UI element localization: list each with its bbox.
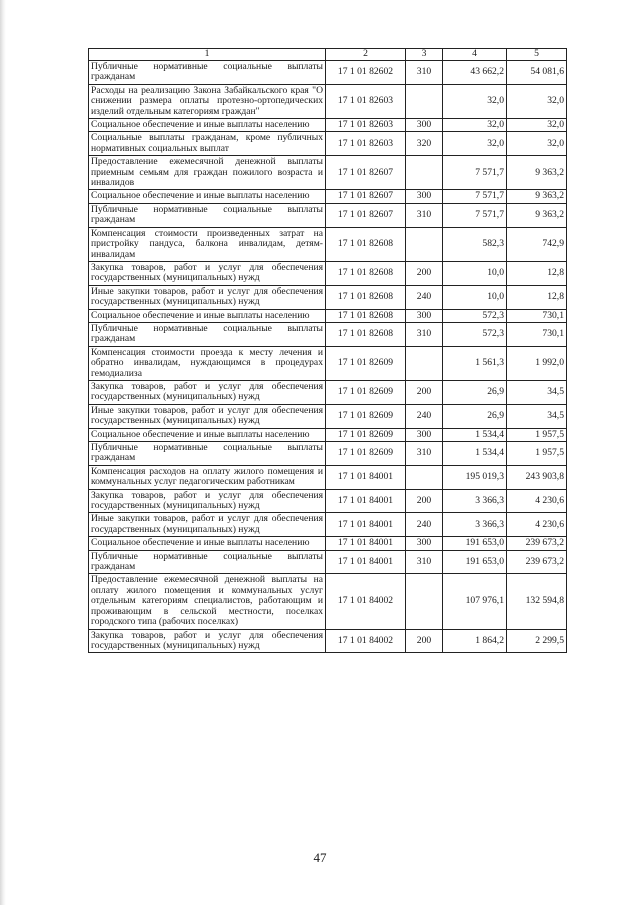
row-value-col-4: 32,0	[443, 132, 507, 156]
row-value-col-5: 730,1	[507, 322, 567, 346]
row-code: 17 1 01 82608	[326, 261, 406, 285]
row-name: Предоставление ежемесячной денежной выплаты приемным семьям для граждан пожилого возраста и инвалидов	[89, 156, 326, 190]
header-col-2: 2	[326, 49, 406, 61]
table-row	[89, 537, 567, 550]
row-value-col-5: 12,8	[507, 285, 567, 309]
row-value-col-4: 1 534,4	[443, 442, 507, 466]
row-code: 17 1 01 82608	[326, 285, 406, 309]
table-row	[89, 285, 567, 309]
row-vr: 300	[406, 428, 443, 441]
page-edge-shadow	[0, 0, 6, 905]
row-code: 17 1 01 82609	[326, 442, 406, 466]
row-code: 17 1 01 84001	[326, 513, 406, 537]
table-body	[89, 61, 567, 653]
row-value-col-5: 730,1	[507, 309, 567, 322]
row-value-col-5: 2 299,5	[507, 629, 567, 653]
row-code: 17 1 01 82608	[326, 309, 406, 322]
row-value-col-4: 572,3	[443, 309, 507, 322]
page-number: 47	[313, 850, 327, 865]
row-value-col-5: 34,5	[507, 380, 567, 404]
row-name: Иные закупки товаров, работ и услуг для обеспечения государственных (муниципальных) нужд	[89, 285, 326, 309]
row-vr: 300	[406, 190, 443, 203]
row-value-col-5: 1 957,5	[507, 442, 567, 466]
row-vr: 240	[406, 285, 443, 309]
table-row	[89, 428, 567, 441]
table-row	[89, 190, 567, 203]
row-value-col-5: 9 363,2	[507, 156, 567, 190]
row-name: Компенсация стоимости проезда к месту лечения и обратно инвалидам, нуждающимся в процедурах гемодиализа	[89, 346, 326, 380]
table-row	[89, 629, 567, 653]
row-name: Публичные нормативные социальные выплаты гражданам	[89, 322, 326, 346]
table-row	[89, 156, 567, 190]
table-row	[89, 380, 567, 404]
row-name: Социальное обеспечение и иные выплаты населению	[89, 537, 326, 550]
row-value-col-5: 239 673,2	[507, 537, 567, 550]
row-value-col-5: 239 673,2	[507, 550, 567, 574]
row-vr: 200	[406, 380, 443, 404]
row-code: 17 1 01 82609	[326, 346, 406, 380]
row-value-col-4: 26,9	[443, 380, 507, 404]
table-row	[89, 489, 567, 513]
row-vr	[406, 465, 443, 489]
row-name: Расходы на реализацию Закона Забайкальского края "О снижении размера оплаты протезно-ортопедических изделий отдельным категориям граждан"	[89, 84, 326, 118]
row-value-col-4: 1 864,2	[443, 629, 507, 653]
row-value-col-4: 26,9	[443, 404, 507, 428]
row-code: 17 1 01 82608	[326, 322, 406, 346]
row-vr	[406, 84, 443, 118]
row-code: 17 1 01 84002	[326, 629, 406, 653]
row-value-col-5: 34,5	[507, 404, 567, 428]
budget-table	[88, 48, 567, 653]
row-value-col-4: 10,0	[443, 285, 507, 309]
row-value-col-5: 9 363,2	[507, 203, 567, 227]
row-value-col-4: 582,3	[443, 227, 507, 261]
row-code: 17 1 01 82609	[326, 404, 406, 428]
row-name: Закупка товаров, работ и услуг для обеспечения государственных (муниципальных) нужд	[89, 380, 326, 404]
row-value-col-4: 191 653,0	[443, 537, 507, 550]
row-value-col-4: 572,3	[443, 322, 507, 346]
table-row	[89, 119, 567, 132]
row-vr: 200	[406, 489, 443, 513]
row-code: 17 1 01 84001	[326, 465, 406, 489]
budget-table-container	[88, 48, 566, 653]
row-name: Социальное обеспечение и иные выплаты населению	[89, 428, 326, 441]
row-value-col-5: 32,0	[507, 119, 567, 132]
row-code: 17 1 01 82607	[326, 203, 406, 227]
row-value-col-4: 1 534,4	[443, 428, 507, 441]
row-value-col-4: 7 571,7	[443, 190, 507, 203]
row-value-col-4: 43 662,2	[443, 61, 507, 85]
row-vr	[406, 227, 443, 261]
header-col-5: 5	[507, 49, 567, 61]
table-row	[89, 309, 567, 322]
row-code: 17 1 01 84001	[326, 489, 406, 513]
row-code: 17 1 01 82609	[326, 380, 406, 404]
table-row	[89, 84, 567, 118]
row-value-col-5: 243 903,8	[507, 465, 567, 489]
table-row	[89, 132, 567, 156]
table-row	[89, 227, 567, 261]
row-value-col-5: 742,9	[507, 227, 567, 261]
table-row	[89, 322, 567, 346]
row-vr: 300	[406, 309, 443, 322]
table-row	[89, 442, 567, 466]
row-name: Закупка товаров, работ и услуг для обеспечения государственных (муниципальных) нужд	[89, 489, 326, 513]
row-value-col-5: 32,0	[507, 84, 567, 118]
row-value-col-5: 32,0	[507, 132, 567, 156]
row-value-col-4: 195 019,3	[443, 465, 507, 489]
row-name: Публичные нормативные социальные выплаты гражданам	[89, 550, 326, 574]
row-value-col-4: 32,0	[443, 119, 507, 132]
row-vr: 240	[406, 404, 443, 428]
row-vr: 200	[406, 261, 443, 285]
row-name: Публичные нормативные социальные выплаты гражданам	[89, 61, 326, 85]
row-vr	[406, 574, 443, 629]
row-value-col-4: 191 653,0	[443, 550, 507, 574]
row-name: Иные закупки товаров, работ и услуг для обеспечения государственных (муниципальных) нужд	[89, 404, 326, 428]
row-name: Компенсация стоимости произведенных затрат на пристройку пандуса, балкона инвалидам, детям-инвалидам	[89, 227, 326, 261]
row-name: Иные закупки товаров, работ и услуг для обеспечения государственных (муниципальных) нужд	[89, 513, 326, 537]
row-code: 17 1 01 82609	[326, 428, 406, 441]
row-vr: 310	[406, 550, 443, 574]
row-code: 17 1 01 82607	[326, 190, 406, 203]
row-value-col-5: 132 594,8	[507, 574, 567, 629]
row-value-col-4: 10,0	[443, 261, 507, 285]
row-value-col-5: 54 081,6	[507, 61, 567, 85]
row-vr: 300	[406, 119, 443, 132]
row-name: Социальное обеспечение и иные выплаты населению	[89, 190, 326, 203]
table-row	[89, 404, 567, 428]
header-col-4: 4	[443, 49, 507, 61]
row-value-col-4: 7 571,7	[443, 156, 507, 190]
row-code: 17 1 01 82603	[326, 132, 406, 156]
row-value-col-5: 4 230,6	[507, 513, 567, 537]
row-value-col-5: 1 992,0	[507, 346, 567, 380]
row-name: Закупка товаров, работ и услуг для обеспечения государственных (муниципальных) нужд	[89, 261, 326, 285]
table-row	[89, 346, 567, 380]
row-vr: 310	[406, 442, 443, 466]
table-row	[89, 550, 567, 574]
row-vr: 310	[406, 61, 443, 85]
row-code: 17 1 01 82607	[326, 156, 406, 190]
table-row	[89, 261, 567, 285]
row-code: 17 1 01 82603	[326, 84, 406, 118]
row-code: 17 1 01 84001	[326, 550, 406, 574]
header-col-1: 1	[89, 49, 326, 61]
row-value-col-4: 32,0	[443, 84, 507, 118]
row-vr	[406, 346, 443, 380]
row-value-col-4: 107 976,1	[443, 574, 507, 629]
table-row	[89, 203, 567, 227]
row-code: 17 1 01 84001	[326, 537, 406, 550]
table-row	[89, 513, 567, 537]
row-name: Компенсация расходов на оплату жилого помещения и коммунальных услуг педагогическим работникам	[89, 465, 326, 489]
row-vr: 320	[406, 132, 443, 156]
row-name: Публичные нормативные социальные выплаты гражданам	[89, 442, 326, 466]
row-vr: 300	[406, 537, 443, 550]
row-value-col-5: 4 230,6	[507, 489, 567, 513]
table-row	[89, 61, 567, 85]
row-value-col-5: 1 957,5	[507, 428, 567, 441]
table-row	[89, 465, 567, 489]
row-name: Социальное обеспечение и иные выплаты населению	[89, 309, 326, 322]
row-name: Социальное обеспечение и иные выплаты населению	[89, 119, 326, 132]
row-value-col-5: 9 363,2	[507, 190, 567, 203]
row-code: 17 1 01 82602	[326, 61, 406, 85]
row-vr: 200	[406, 629, 443, 653]
table-row	[89, 574, 567, 629]
row-name: Предоставление ежемесячной денежной выплаты на оплату жилого помещения и коммунальных услуг отдельным категориям специалистов, работающим и проживающим в сельской местности, поселках городского типа (рабочих поселках)	[89, 574, 326, 629]
row-value-col-5: 12,8	[507, 261, 567, 285]
table-header-row	[89, 49, 567, 61]
row-name: Закупка товаров, работ и услуг для обеспечения государственных (муниципальных) нужд	[89, 629, 326, 653]
row-code: 17 1 01 82603	[326, 119, 406, 132]
row-vr: 310	[406, 322, 443, 346]
row-name: Публичные нормативные социальные выплаты гражданам	[89, 203, 326, 227]
row-vr: 240	[406, 513, 443, 537]
row-value-col-4: 1 561,3	[443, 346, 507, 380]
row-code: 17 1 01 84002	[326, 574, 406, 629]
row-vr: 310	[406, 203, 443, 227]
row-vr	[406, 156, 443, 190]
row-name: Социальные выплаты гражданам, кроме публичных нормативных социальных выплат	[89, 132, 326, 156]
header-col-3: 3	[406, 49, 443, 61]
row-value-col-4: 3 366,3	[443, 489, 507, 513]
row-code: 17 1 01 82608	[326, 227, 406, 261]
row-value-col-4: 3 366,3	[443, 513, 507, 537]
row-value-col-4: 7 571,7	[443, 203, 507, 227]
